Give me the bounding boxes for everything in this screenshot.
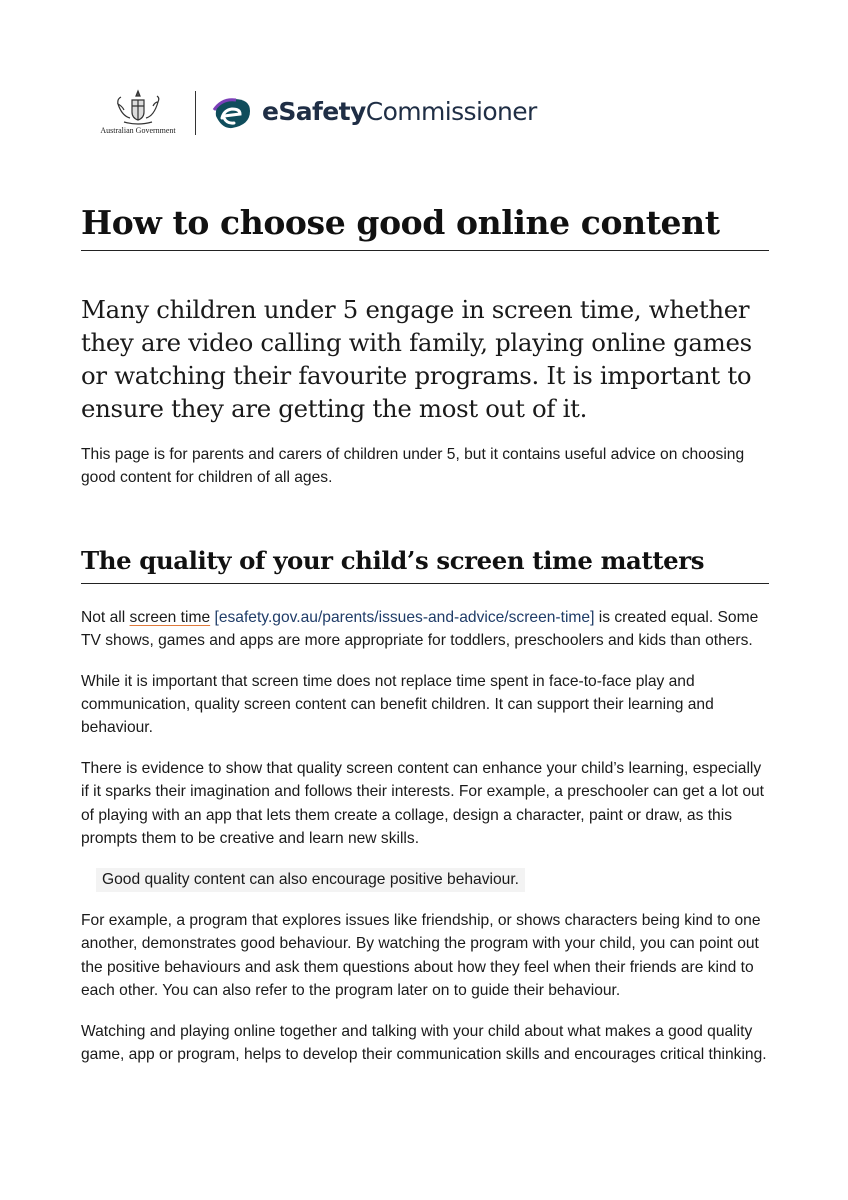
paragraph-example: For example, a program that explores issues like friendship, or shows characters being kind to one another, demonstrates good behaviour. By watching the program with your child, you can point out the positive behaviours and ask them questions about how they feel when their friends are kind to each other. You can also refer to the program later on to guide their behaviour. xyxy=(81,911,761,1000)
main-content xyxy=(81,200,769,1066)
screen-time-link[interactable]: screen time xyxy=(129,608,211,626)
esafety-wordmark xyxy=(262,97,537,126)
page-header xyxy=(96,88,537,138)
paragraph-evidence: There is evidence to show that quality screen content can enhance your child’s learning, especially if it sparks their imagination and follows their interests. For example, a preschooler can get a lot out of playing with an app that lets them create a collage, design a character, paint or draw, as this prompts them to be creative and learn new skills. xyxy=(81,759,764,848)
intro-paragraph: This page is for parents and carers of children under 5, but it contains useful advice on choosing good content for children of all ages. xyxy=(81,446,745,487)
paragraph-watching-together: Watching and playing online together and talking with your child about what makes a good quality game, app or program, helps to develop their communication skills and encourages critical thinking. xyxy=(81,1022,767,1063)
government-crest xyxy=(96,88,180,138)
screen-time-url[interactable]: [esafety.gov.au/parents/issues-and-advice/screen-time] xyxy=(214,608,595,626)
highlight-quote: Good quality content can also encourage positive behaviour. xyxy=(96,868,525,891)
brand-regular: Commissioner xyxy=(365,97,537,126)
p1-text-before: Not all xyxy=(81,608,130,626)
government-label: Australian Government xyxy=(100,126,176,135)
page-title: How to choose good online content xyxy=(81,200,769,251)
esafety-logo-icon xyxy=(212,96,252,130)
paragraph-quality-benefits: While it is important that screen time does not replace time spent in face-to-face play and communication, quality screen content can benefit children. It can support their learning and behaviour. xyxy=(81,672,714,737)
section-heading: The quality of your child’s screen time matters xyxy=(81,543,769,584)
logo-divider xyxy=(195,91,196,135)
lead-paragraph: Many children under 5 engage in screen time, whether they are video calling with family, playing online games or watching their favourite programs. It is important to ensure they are getting the most out of it. xyxy=(81,295,752,423)
brand-bold: eSafety xyxy=(262,97,366,126)
coat-of-arms-icon xyxy=(110,88,166,126)
p1-text-after: is created equal. Some TV shows, games and apps are more appropriate for toddlers, preschoolers and kids than others. xyxy=(81,608,759,650)
paragraph-screen-time xyxy=(81,606,769,653)
